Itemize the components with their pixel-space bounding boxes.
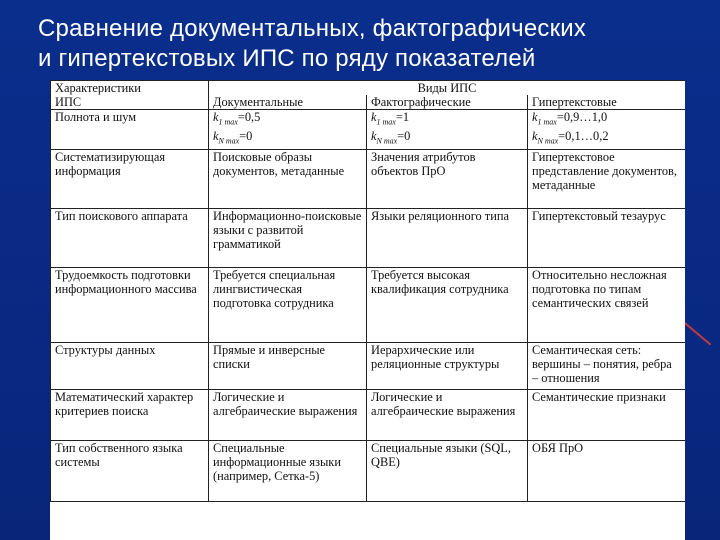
table-row bbox=[51, 149, 686, 208]
column-header-hypertext: Гипертекстовые bbox=[528, 95, 686, 110]
table-cell-documentary: Информационно-поисковые языки с развитой грамматикой bbox=[209, 208, 367, 267]
row-label: Структуры данных bbox=[51, 342, 209, 389]
row-label: Тип поискового аппарата bbox=[51, 208, 209, 267]
table-cell-documentary: Прямые и инверсные списки bbox=[209, 342, 367, 389]
column-header-factographic: Фактографические bbox=[367, 95, 528, 110]
formula-value: =1 bbox=[395, 110, 410, 124]
formula-value: =0,5 bbox=[237, 110, 261, 124]
formula-subscript: N max bbox=[376, 136, 398, 146]
table-cell-hypertext: Относительно несложная подготовка по типам семантических связей bbox=[528, 267, 686, 342]
table-row bbox=[51, 208, 686, 267]
table-cell-hypertext: Гипертекстовое представление документов, метаданные bbox=[528, 149, 686, 208]
slide-title-line-1: Сравнение документальных, фактографических bbox=[38, 15, 587, 42]
formula-subscript: N max bbox=[218, 136, 240, 146]
formula-k2: $k_{N max}=0,1\dots 0,2$ bbox=[532, 129, 609, 146]
corner-header-line-2: ИПС bbox=[55, 95, 82, 109]
corner-header-cell bbox=[51, 81, 209, 110]
table-row bbox=[51, 110, 686, 150]
group-header-cell: Виды ИПС bbox=[209, 81, 686, 96]
table-cell-hypertext: Семантические признаки bbox=[528, 389, 686, 440]
slide-title bbox=[38, 14, 698, 74]
table-cell-factographic: Иерархические или реляционные структуры bbox=[367, 342, 528, 389]
table-cell-documentary bbox=[209, 110, 367, 150]
formula-k2: $k_{N max}=0$ bbox=[213, 129, 253, 146]
formula-k1: $k_{1 max}=0,9\dots 1,0$ bbox=[532, 110, 608, 127]
formula-k1: $k_{1 max}=0,5$ bbox=[213, 110, 261, 127]
row-label: Математический характер критериев поиска bbox=[51, 389, 209, 440]
formula-subscript: 1 max bbox=[376, 117, 396, 127]
row-label: Тип собственного языка системы bbox=[51, 440, 209, 501]
table-cell-hypertext: Семантическая сеть: вершины – понятия, ребра – отношения bbox=[528, 342, 686, 389]
table-cell-factographic: Языки реляционного типа bbox=[367, 208, 528, 267]
formula-value: =0,1…0,2 bbox=[558, 129, 609, 144]
table-row bbox=[51, 440, 686, 501]
column-header-documentary: Документальные bbox=[209, 95, 367, 110]
row-label: Систематизирующая информация bbox=[51, 149, 209, 208]
formula-subscript: N max bbox=[537, 136, 559, 146]
slide-title-line-2: и гипертекстовых ИПС по ряду показателей bbox=[38, 45, 536, 72]
row-label: Трудоемкость подготовки информационного массива bbox=[51, 267, 209, 342]
formula-value: =0,9…1,0 bbox=[556, 110, 608, 124]
table-cell-hypertext: ОБЯ ПрО bbox=[528, 440, 686, 501]
table-row bbox=[51, 389, 686, 440]
table-cell-factographic: Специальные языки (SQL, QBE) bbox=[367, 440, 528, 501]
table-row bbox=[51, 342, 686, 389]
formula-subscript: 1 max bbox=[218, 117, 238, 127]
table-cell-factographic bbox=[367, 110, 528, 150]
table-cell-hypertext: Гипертекстовый тезаурус bbox=[528, 208, 686, 267]
table-cell-factographic: Требуется высокая квалификация сотрудника bbox=[367, 267, 528, 342]
corner-header-line-1: Характеристики bbox=[55, 81, 141, 95]
comparison-table bbox=[50, 80, 685, 502]
table-cell-documentary: Поисковые образы документов, метаданные bbox=[209, 149, 367, 208]
table-cell-factographic: Логические и алгебраические выражения bbox=[367, 389, 528, 440]
table-cell-documentary: Специальные информационные языки (например, Сетка-5) bbox=[209, 440, 367, 501]
table-cell-factographic: Значения атрибутов объектов ПрО bbox=[367, 149, 528, 208]
table-header-row bbox=[51, 81, 686, 96]
comparison-table-image bbox=[50, 80, 685, 540]
table-cell-documentary: Логические и алгебраические выражения bbox=[209, 389, 367, 440]
table-cell-documentary: Требуется специальная лингвистическая подготовка сотрудника bbox=[209, 267, 367, 342]
table-row bbox=[51, 267, 686, 342]
formula-k1: $k_{1 max}=1$ bbox=[371, 110, 410, 127]
formula-value: =0 bbox=[397, 129, 411, 144]
formula-subscript: 1 max bbox=[537, 117, 557, 127]
formula-value: =0 bbox=[239, 129, 253, 144]
formula-k2: $k_{N max}=0$ bbox=[371, 129, 411, 146]
row-label: Полнота и шум bbox=[51, 110, 209, 150]
table-cell-hypertext bbox=[528, 110, 686, 150]
